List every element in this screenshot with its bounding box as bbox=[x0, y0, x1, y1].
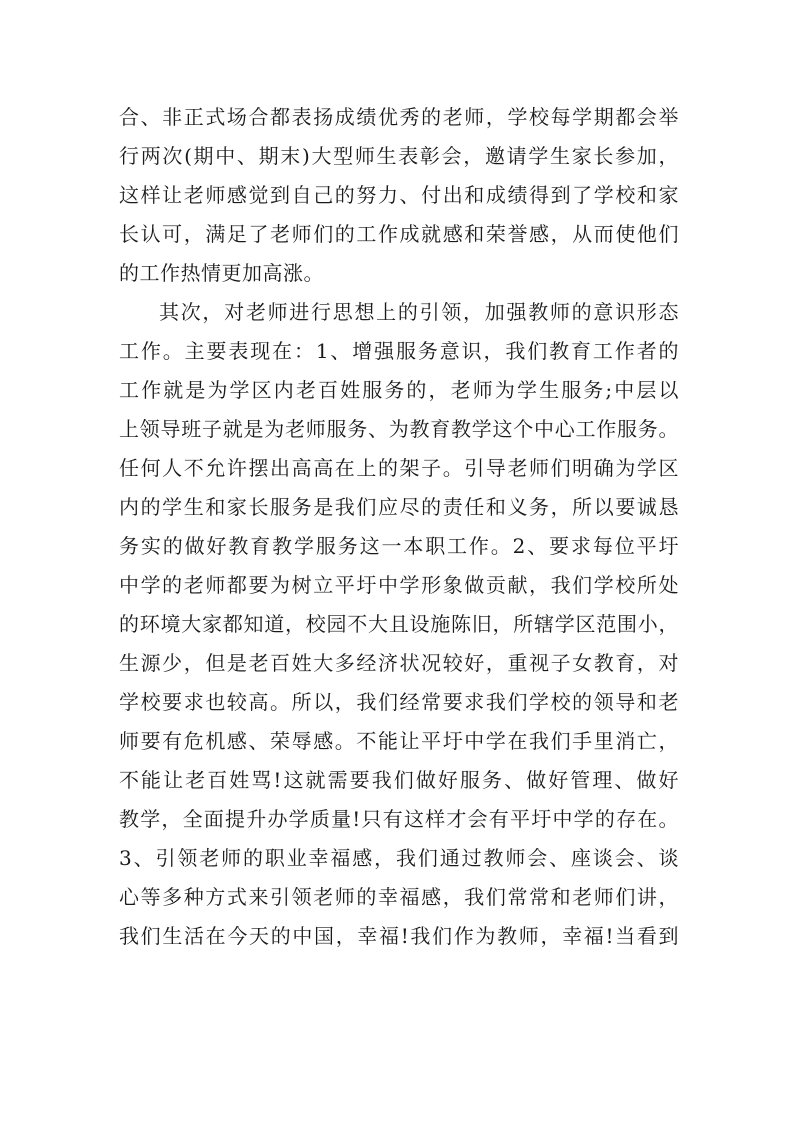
text-line: 务实的做好教育教学服务这一本职工作。2、要求每位平圩 bbox=[119, 534, 679, 558]
text-line: 师要有危机感、荣辱感。不能让平圩中学在我们手里消亡， bbox=[119, 729, 679, 753]
text-line: 教学，全面提升办学质量!只有这样才会有平圩中学的存在。 bbox=[119, 807, 679, 831]
text-line: 的工作热情更加高涨。 bbox=[119, 261, 324, 285]
text-line: 工作就是为学区内老百姓服务的，老师为学生服务;中层以 bbox=[119, 378, 679, 402]
text-line: 生源少，但是老百姓大多经济状况较好，重视子女教育，对 bbox=[119, 651, 679, 675]
text-line: 这样让老师感觉到自己的努力、付出和成绩得到了学校和家 bbox=[119, 183, 679, 207]
text-line: 不能让老百姓骂!这就需要我们做好服务、做好管理、做好 bbox=[119, 768, 679, 792]
text-line: 行两次(期中、期末)大型师生表彰会，邀请学生家长参加， bbox=[119, 144, 679, 168]
text-line: 工作。主要表现在：1、增强服务意识，我们教育工作者的 bbox=[119, 339, 679, 363]
text-line: 我们生活在今天的中国，幸福!我们作为教师，幸福!当看到 bbox=[119, 924, 679, 948]
text-line: 心等多种方式来引领老师的幸福感，我们常常和老师们讲， bbox=[119, 885, 679, 909]
text-line: 上领导班子就是为老师服务、为教育教学这个中心工作服务。 bbox=[119, 417, 679, 441]
text-line: 3、引领老师的职业幸福感，我们通过教师会、座谈会、谈 bbox=[119, 846, 679, 870]
paragraph-start-line: 其次，对老师进行思想上的引领，加强教师的意识形态 bbox=[159, 300, 679, 324]
body-text bbox=[119, 98, 679, 956]
text-line: 长认可，满足了老师们的工作成就感和荣誉感，从而使他们 bbox=[119, 222, 679, 246]
text-line: 任何人不允许摆出高高在上的架子。引导老师们明确为学区 bbox=[119, 456, 679, 480]
text-line: 合、非正式场合都表扬成绩优秀的老师，学校每学期都会举 bbox=[119, 105, 679, 129]
text-line: 学校要求也较高。所以，我们经常要求我们学校的领导和老 bbox=[119, 690, 679, 714]
text-line: 的环境大家都知道，校园不大且设施陈旧，所辖学区范围小， bbox=[119, 612, 679, 636]
text-line: 内的学生和家长服务是我们应尽的责任和义务，所以要诚恳 bbox=[119, 495, 679, 519]
text-line: 中学的老师都要为树立平圩中学形象做贡献，我们学校所处 bbox=[119, 573, 679, 597]
